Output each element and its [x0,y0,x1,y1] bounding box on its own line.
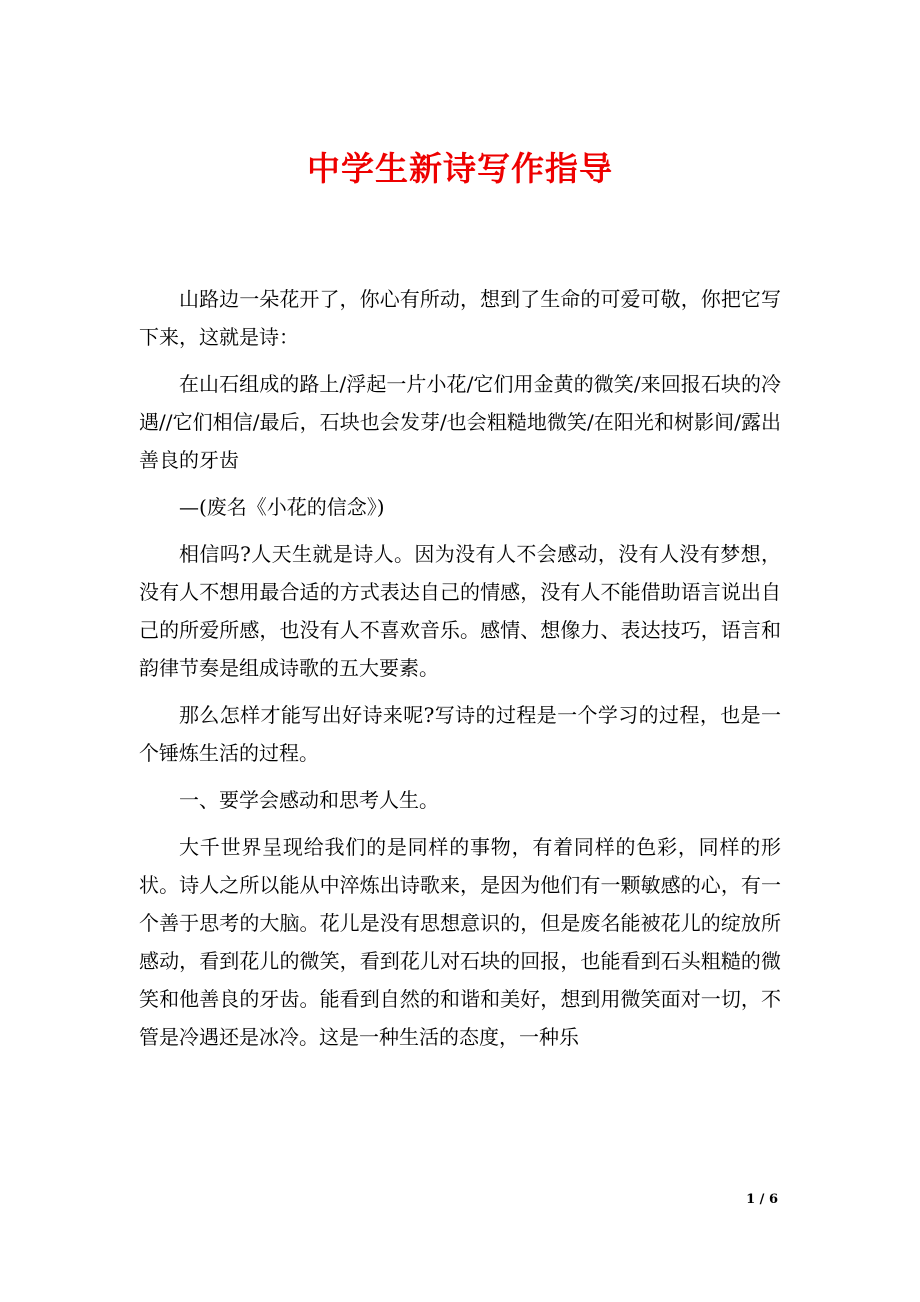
paragraph-poem-attribution: —(废名《小花的信念》) [179,495,385,519]
page-number: 1 / 6 [746,1192,778,1207]
document-title: 中学生新诗写作指导 [307,149,613,188]
paragraph-how-to-write: 那么怎样才能写出好诗来呢?写诗的过程是一个学习的过程，也是一个锤炼生活的过程。 [139,703,781,765]
paragraph-poem: 在山石组成的路上/浮起一片小花/它们用金黄的微笑/来回报石块的冷遇//它们相信/最后，石块也会发芽/也会粗糙地微笑/在阳光和树影间/露出善良的牙齿 [139,372,781,472]
document-body [139,280,781,1065]
section-heading-one: 一、要学会感动和思考人生。 [179,788,439,812]
paragraph-world-view: 大千世界呈现给我们的是同样的事物，有着同样的色彩，同样的形状。诗人之所以能从中淬炼出诗歌来，是因为他们有一颗敏感的心，有一个善于思考的大脑。花儿是没有思想意识的，但是废名能被花儿的绽放所感动，看到花儿的微笑，看到花儿对石块的回报，也能看到石头粗糙的微笑和他善良的牙齿。能看到自然的和谐和美好，想到用微笑面对一切，不管是冷遇还是冰冷。这是一种生活的态度，一种乐 [139,835,781,1049]
paragraph-poet-nature: 相信吗?人天生就是诗人。因为没有人不会感动，没有人没有梦想，没有人不想用最合适的方式表达自己的情感，没有人不能借助语言说出自己的所爱所感，也没有人不喜欢音乐。感情、想像力、表达技巧，语言和韵律节奏是组成诗歌的五大要素。 [139,542,781,680]
paragraph-intro: 山路边一朵花开了，你心有所动，想到了生命的可爱可敬，你把它写下来，这就是诗： [139,287,781,349]
